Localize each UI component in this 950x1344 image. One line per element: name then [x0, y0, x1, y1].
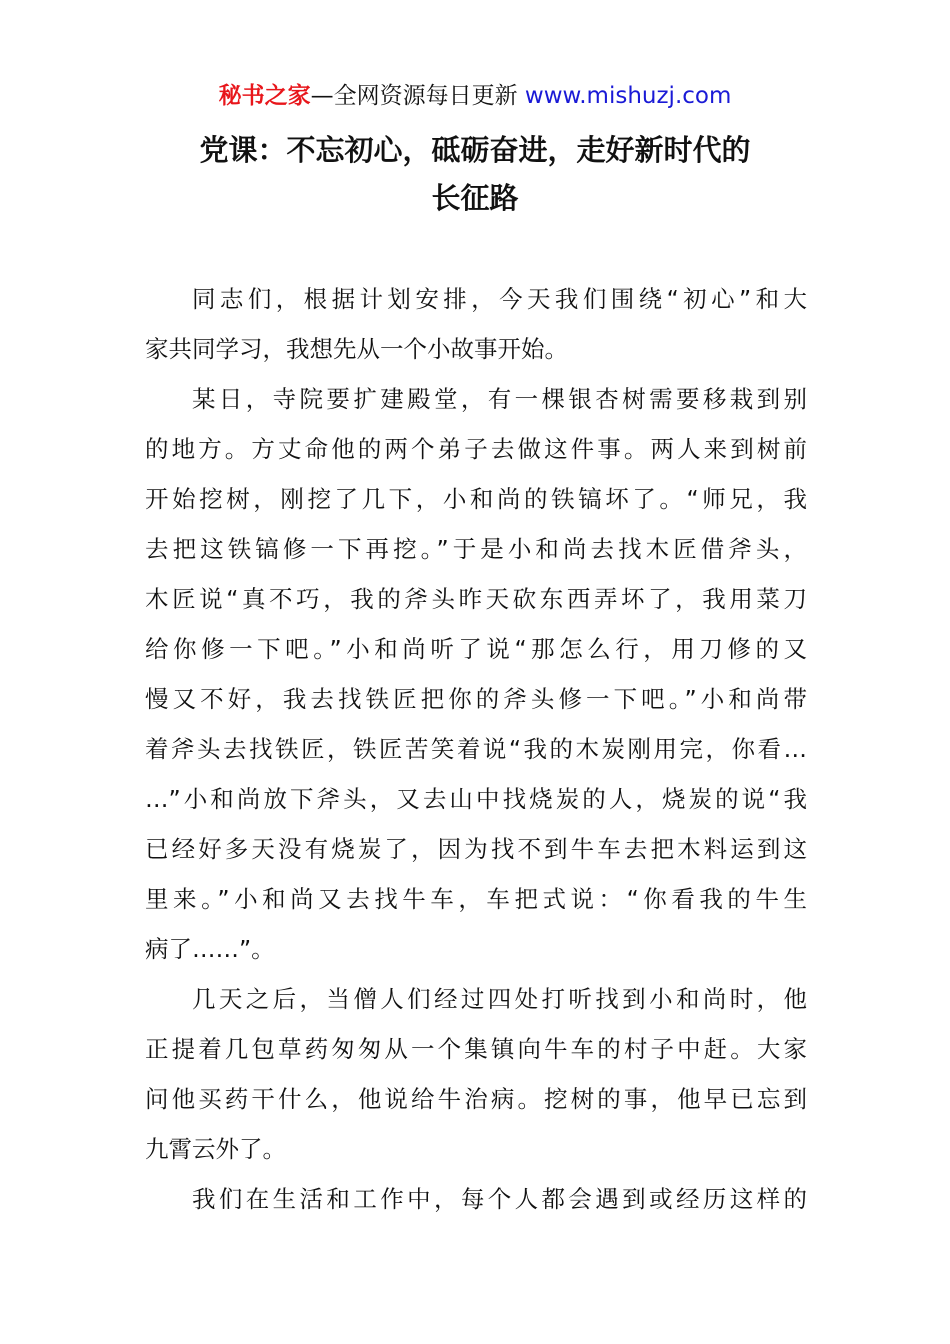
text-line: 慢又不好，我去找铁匠把你的斧头修一下吧。”小和尚带: [145, 685, 807, 713]
document-body: [145, 274, 807, 1224]
text-line: 同志们，根据计划安排，今天我们围绕“初心”和大: [192, 285, 807, 313]
text-line: 的地方。方丈命他的两个弟子去做这件事。两人来到树前: [145, 435, 807, 463]
text-line: …”小和尚放下斧头，又去山中找烧炭的人，烧炭的说“我: [145, 785, 807, 813]
title-line: 党课：不忘初心，砥砺奋进，走好新时代的: [199, 133, 751, 167]
text-line: 给你修一下吧。”小和尚听了说“那怎么行，用刀修的又: [145, 635, 807, 663]
site-tagline: —全网资源每日更新: [310, 83, 518, 109]
document-title: [120, 126, 830, 222]
site-header: [0, 80, 950, 112]
text-line: 问他买药干什么，他说给牛治病。挖树的事，他早已忘到: [145, 1085, 807, 1113]
text-line: 家共同学习，我想先从一个小故事开始。: [145, 335, 568, 363]
site-url-link[interactable]: www.mishuzj.com: [517, 83, 732, 109]
text-line: 我们在生活和工作中，每个人都会遇到或经历这样的: [192, 1185, 807, 1213]
text-line: 木匠说“真不巧，我的斧头昨天砍东西弄坏了，我用菜刀: [145, 585, 807, 613]
site-brand: 秘书之家: [218, 83, 311, 109]
text-line: 正提着几包草药匆匆从一个集镇向牛车的村子中赶。大家: [145, 1035, 807, 1063]
text-line: 着斧头去找铁匠，铁匠苦笑着说“我的木炭刚用完，你看…: [145, 735, 807, 763]
title-line: 长征路: [431, 181, 519, 215]
text-line: 某日，寺院要扩建殿堂，有一棵银杏树需要移栽到别: [192, 385, 807, 413]
text-line: 去把这铁镐修一下再挖。”于是小和尚去找木匠借斧头，: [145, 535, 807, 563]
text-line: 九霄云外了。: [145, 1135, 286, 1163]
text-line: 里来。”小和尚又去找牛车，车把式说：“你看我的牛生: [145, 885, 807, 913]
text-line: 病了……”。: [145, 935, 275, 963]
text-line: 开始挖树，刚挖了几下，小和尚的铁镐坏了。“师兄，我: [145, 485, 807, 513]
text-line: 已经好多天没有烧炭了，因为找不到牛车去把木料运到这: [145, 835, 807, 863]
text-line: 几天之后，当僧人们经过四处打听找到小和尚时，他: [192, 985, 807, 1013]
